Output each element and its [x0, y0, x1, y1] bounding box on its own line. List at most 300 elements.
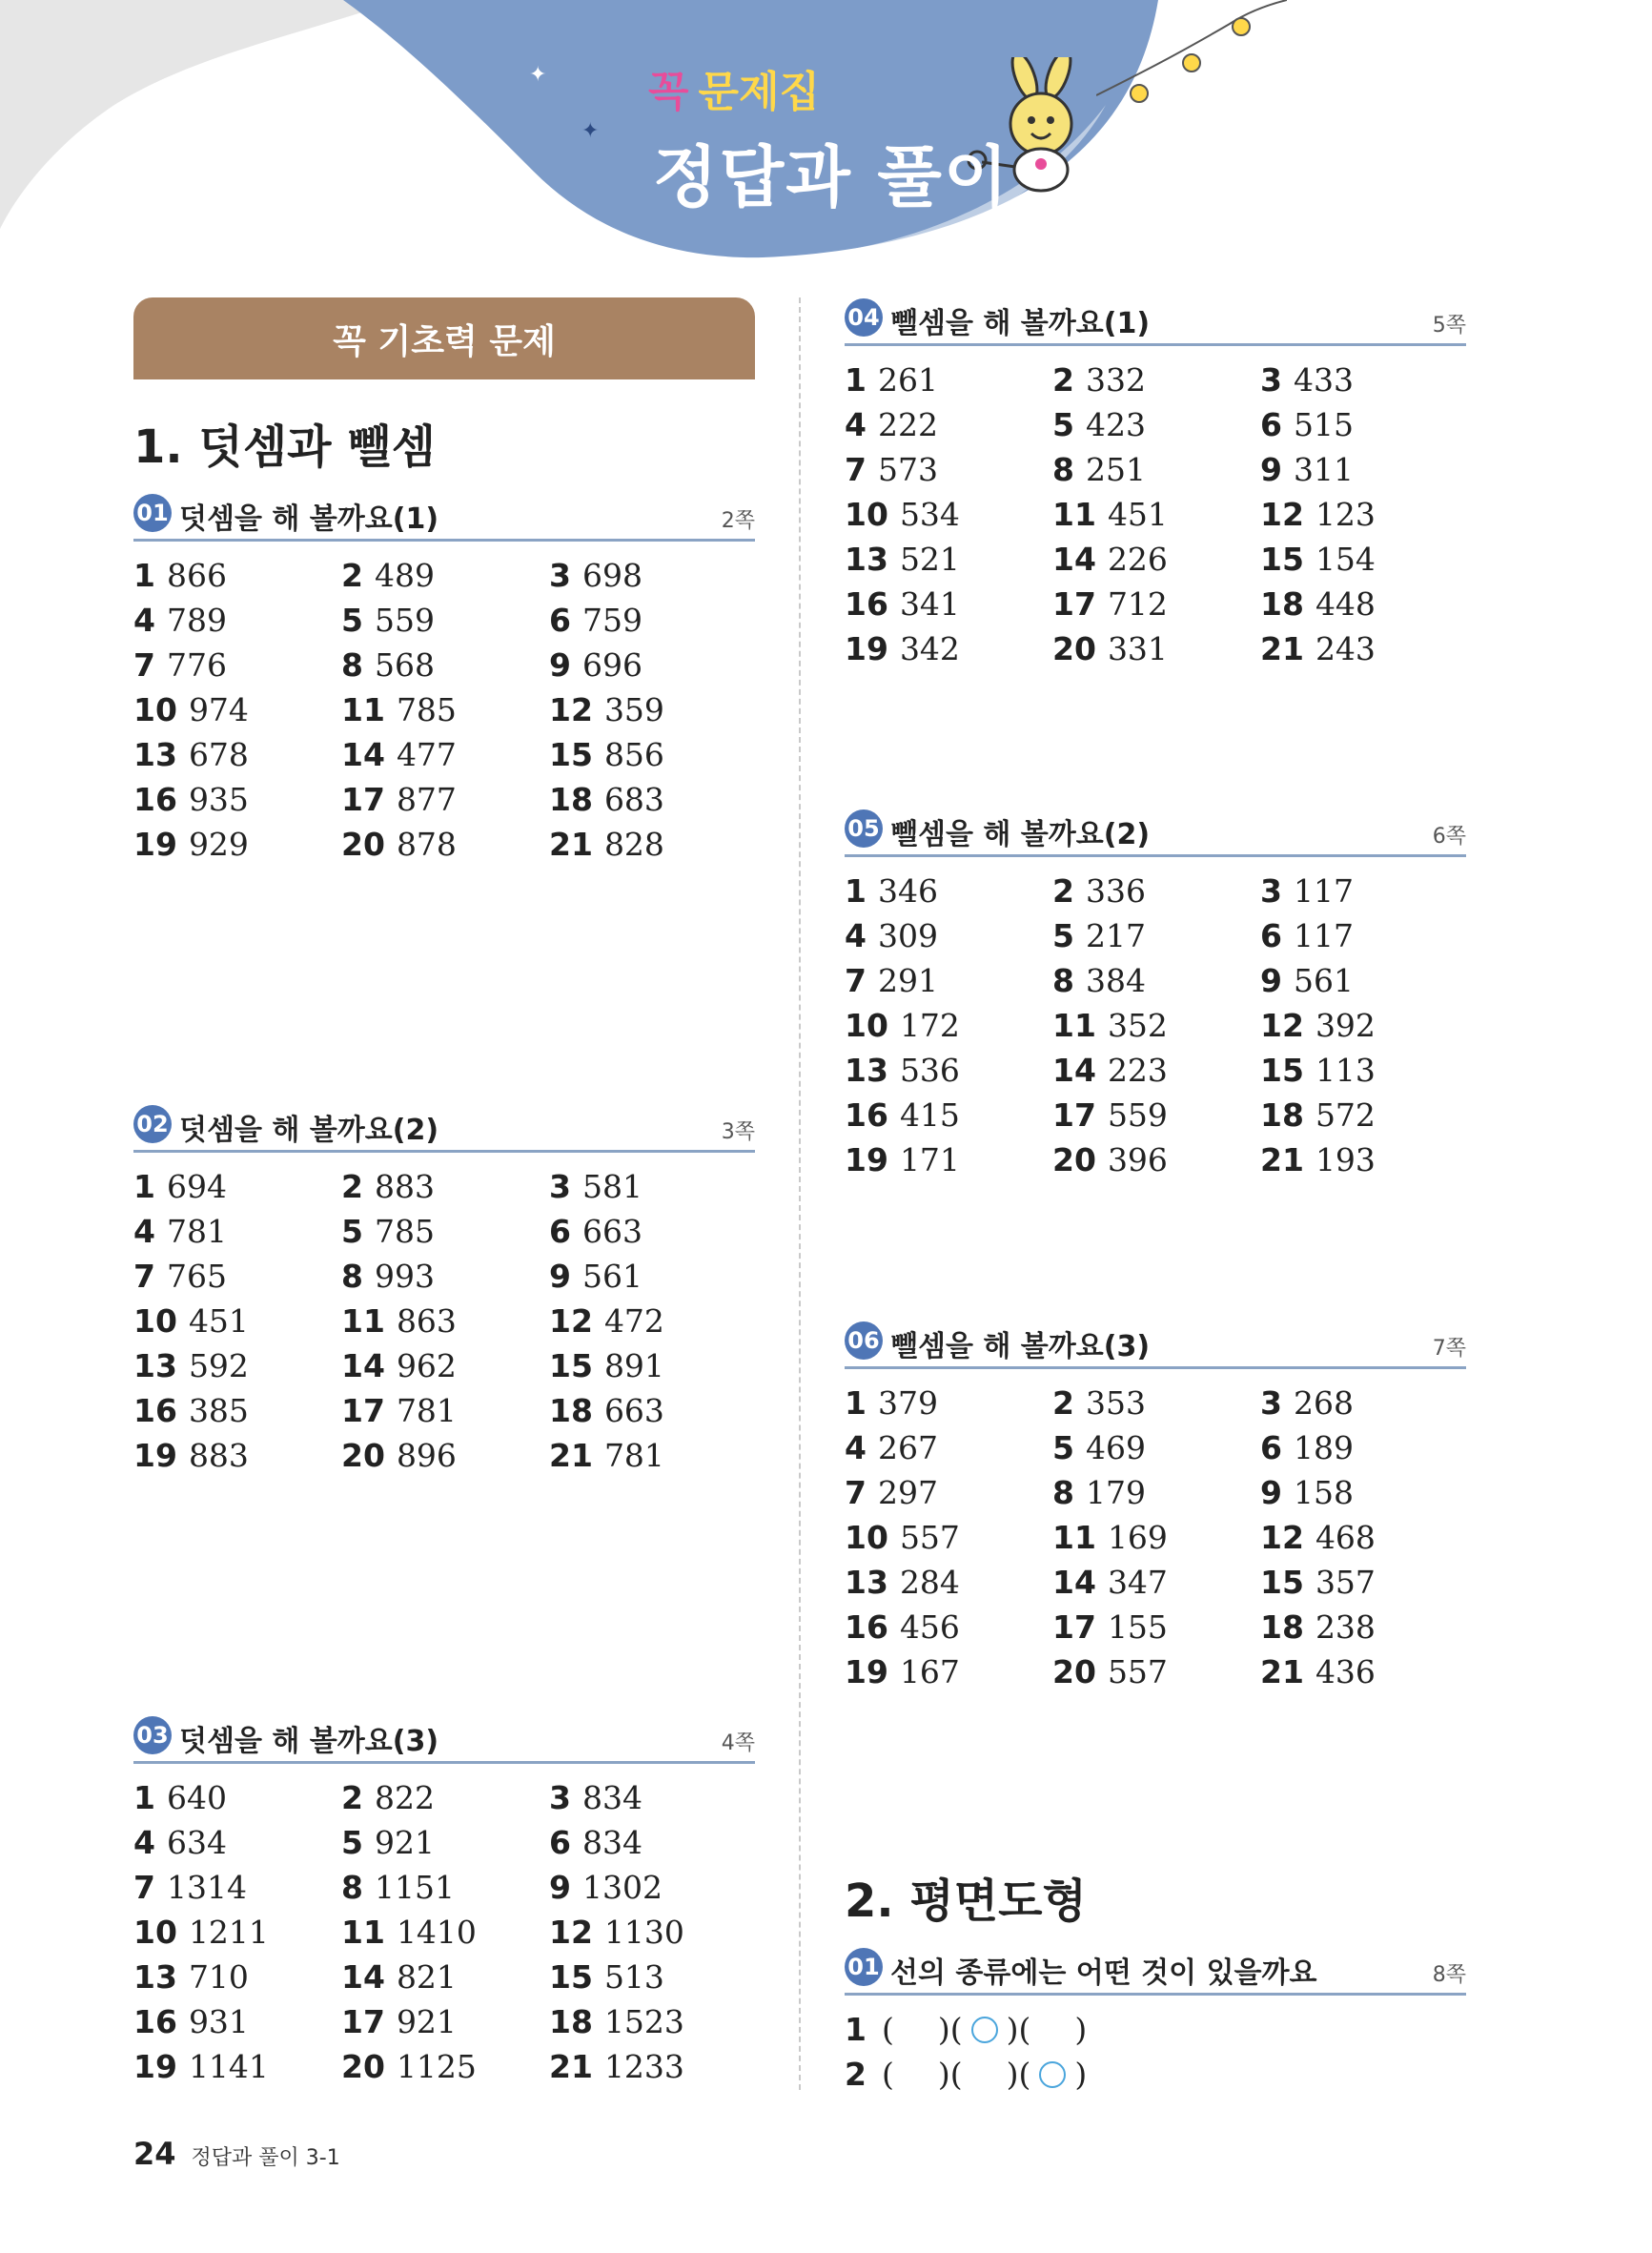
- section-page-ref: 5쪽: [1432, 314, 1466, 338]
- answer-value: 423: [1085, 406, 1146, 443]
- choice-parentheses: ( ): [949, 2056, 1019, 2093]
- answer-item: [845, 537, 1052, 582]
- answer-value: 1211: [188, 1914, 269, 1951]
- answer-value: 155: [1107, 1608, 1168, 1646]
- answer-value: 559: [1107, 1096, 1168, 1134]
- answer-item: [549, 1910, 755, 1955]
- answer-item: [341, 822, 549, 867]
- answer-item: [845, 1381, 1052, 1425]
- question-number: 14: [1052, 1052, 1096, 1089]
- answer-item: [341, 1254, 549, 1299]
- answer-item: [845, 626, 1052, 671]
- question-number: 9: [1260, 962, 1282, 999]
- answer-item: [133, 1343, 341, 1388]
- question-number: 3: [549, 1779, 571, 1816]
- question-number: 8: [341, 1869, 363, 1906]
- answer-value: 921: [374, 1824, 435, 1861]
- answer-value: 776: [166, 646, 227, 684]
- answer-value: 559: [374, 602, 435, 639]
- section-header: [133, 1713, 755, 1764]
- question-number: 2: [1052, 1384, 1074, 1422]
- answer-item: [845, 1605, 1052, 1649]
- question-number: 10: [845, 1007, 888, 1044]
- question-number: 15: [549, 736, 593, 773]
- question-number: 6: [549, 602, 571, 639]
- section-header: [845, 1945, 1466, 1996]
- answer-item: [549, 643, 755, 687]
- answer-item: [1052, 1137, 1260, 1182]
- choice-answer-row: [845, 2052, 1466, 2097]
- answer-item: [341, 1865, 549, 1910]
- question-number: 16: [845, 585, 888, 623]
- answer-item: [549, 1209, 755, 1254]
- answer-item: [1052, 1425, 1260, 1470]
- answer-grid: [845, 1381, 1466, 1694]
- sparkle-icon: ✦: [581, 119, 600, 143]
- answer-item: [1260, 626, 1466, 671]
- answer-value: 561: [581, 1258, 642, 1295]
- answer-value: 456: [899, 1608, 960, 1646]
- question-number: 10: [845, 1519, 888, 1556]
- answer-item: [341, 1299, 549, 1343]
- answer-item: [133, 1164, 341, 1209]
- section-title: 덧셈을 해 볼까요(1): [179, 502, 439, 536]
- answer-item: [133, 732, 341, 777]
- chapter-title: 2. 평면도형: [845, 1874, 1087, 1928]
- answer-value: 513: [603, 1958, 664, 1996]
- answer-item: [1052, 1048, 1260, 1093]
- question-number: 7: [845, 451, 867, 488]
- answer-value: 572: [1315, 1096, 1376, 1134]
- answer-item: [1052, 492, 1260, 537]
- question-number: 10: [133, 1914, 177, 1951]
- answer-item: [133, 1388, 341, 1433]
- answer-item: [341, 1955, 549, 1999]
- answer-item: [133, 1820, 341, 1865]
- answer-value: 696: [581, 646, 642, 684]
- answer-item: [341, 1388, 549, 1433]
- answer-item: [1052, 1515, 1260, 1560]
- answer-value: 896: [396, 1437, 457, 1474]
- answer-section: [845, 296, 1466, 671]
- answer-value: 1130: [603, 1914, 684, 1951]
- answer-value: 451: [188, 1302, 249, 1340]
- question-number: 11: [341, 1914, 385, 1951]
- question-number: 19: [133, 826, 177, 863]
- question-number: 1: [845, 1384, 867, 1422]
- answer-item: [549, 598, 755, 643]
- question-number: 2: [341, 557, 363, 594]
- answer-section: [133, 1102, 755, 1478]
- answer-item: [133, 1299, 341, 1343]
- answer-value: 694: [166, 1168, 227, 1205]
- answer-item: [845, 1649, 1052, 1694]
- question-number: 8: [1052, 451, 1074, 488]
- answer-value: 557: [899, 1519, 960, 1556]
- answer-value: 352: [1107, 1007, 1168, 1044]
- answer-value: 929: [188, 826, 249, 863]
- answer-value: 171: [899, 1141, 960, 1178]
- question-number: 16: [133, 2003, 177, 2040]
- page-footer: [133, 2136, 340, 2172]
- answer-item: [133, 777, 341, 822]
- answer-value: 169: [1107, 1519, 1168, 1556]
- answer-value: 765: [166, 1258, 227, 1295]
- answer-item: [845, 582, 1052, 626]
- question-number: 1: [133, 1779, 155, 1816]
- answer-item: [341, 598, 549, 643]
- answer-item: [1260, 1649, 1466, 1694]
- question-number: 1: [845, 361, 867, 399]
- answer-value: 489: [374, 557, 435, 594]
- question-number: 5: [341, 1213, 363, 1250]
- answer-value: 172: [899, 1007, 960, 1044]
- answer-value: 1302: [581, 1869, 663, 1906]
- question-number: 16: [133, 781, 177, 818]
- section-title: 선의 종류에는 어떤 것이 있을까요: [890, 1956, 1317, 1990]
- question-number: 18: [1260, 585, 1304, 623]
- question-number: 11: [341, 691, 385, 728]
- answer-item: [133, 1999, 341, 2044]
- answer-item: [133, 1910, 341, 1955]
- question-number: 20: [1052, 1141, 1096, 1178]
- answer-value: 878: [396, 826, 457, 863]
- question-number: 12: [1260, 496, 1304, 533]
- question-number: 7: [133, 646, 155, 684]
- question-number: 13: [845, 1564, 888, 1601]
- section-page-ref: 3쪽: [721, 1120, 755, 1144]
- answer-value: 336: [1085, 872, 1146, 910]
- question-number: 6: [1260, 406, 1282, 443]
- answer-item: [341, 687, 549, 732]
- answer-value: 568: [374, 646, 435, 684]
- answer-item: [549, 1254, 755, 1299]
- string-lights-decoration: [1096, 0, 1287, 114]
- question-number: 4: [133, 1213, 155, 1250]
- brand-subtitle: 문제집: [698, 68, 821, 116]
- answer-item: [133, 643, 341, 687]
- answer-item: [1052, 402, 1260, 447]
- answer-item: [1260, 492, 1466, 537]
- choice-parentheses: ( ): [1018, 2056, 1088, 2093]
- answer-item: [549, 1955, 755, 1999]
- question-number: 14: [341, 1958, 385, 1996]
- answer-item: [1260, 1381, 1466, 1425]
- answer-value: 468: [1315, 1519, 1376, 1556]
- banner-label: 꼭 기초력 문제: [333, 321, 556, 361]
- answer-value: 223: [1107, 1052, 1168, 1089]
- question-number: 19: [133, 2048, 177, 2085]
- question-number: 3: [1260, 1384, 1282, 1422]
- answer-value: 821: [396, 1958, 457, 1996]
- answer-item: [341, 2044, 549, 2089]
- question-number: 13: [133, 1347, 177, 1384]
- answer-item: [549, 687, 755, 732]
- answer-value: 251: [1085, 451, 1146, 488]
- answer-item: [845, 1003, 1052, 1048]
- question-number: 21: [1260, 1653, 1304, 1690]
- question-number: 3: [1260, 361, 1282, 399]
- answer-item: [845, 1093, 1052, 1137]
- question-number: 21: [549, 1437, 593, 1474]
- answer-value: 331: [1107, 630, 1168, 667]
- answer-item: [1052, 913, 1260, 958]
- answer-item: [341, 1343, 549, 1388]
- answer-item: [1052, 1605, 1260, 1649]
- question-number: 6: [1260, 1429, 1282, 1466]
- answer-value: 415: [899, 1096, 960, 1134]
- question-number: 8: [341, 646, 363, 684]
- answer-value: 856: [603, 736, 664, 773]
- choice-answer-row: [845, 2007, 1466, 2052]
- answer-value: 341: [899, 585, 960, 623]
- answer-value: 117: [1293, 917, 1354, 954]
- question-number: 3: [549, 557, 571, 594]
- answer-value: 113: [1315, 1052, 1376, 1089]
- answer-value: 962: [396, 1347, 457, 1384]
- answer-value: 789: [166, 602, 227, 639]
- answer-item: [1260, 1093, 1466, 1137]
- section-header: [845, 1319, 1466, 1369]
- answer-item: [133, 2044, 341, 2089]
- answer-section: [845, 807, 1466, 1182]
- answer-value: 534: [899, 496, 960, 533]
- question-number: 9: [549, 1869, 571, 1906]
- answer-value: 781: [166, 1213, 227, 1250]
- answer-section: [845, 1319, 1466, 1694]
- question-number: 2: [1052, 872, 1074, 910]
- answer-value: 1314: [166, 1869, 247, 1906]
- answer-item: [1052, 1093, 1260, 1137]
- question-number: 19: [845, 1653, 888, 1690]
- answer-item: [1052, 447, 1260, 492]
- answer-value: 357: [1315, 1564, 1376, 1601]
- question-number: 2: [341, 1779, 363, 1816]
- answer-value: 1125: [396, 2048, 477, 2085]
- question-number: 15: [1260, 541, 1304, 578]
- question-number: 1: [845, 872, 867, 910]
- question-number: 6: [549, 1213, 571, 1250]
- answer-value: 592: [188, 1347, 249, 1384]
- answer-item: [341, 1910, 549, 1955]
- answer-value: 785: [374, 1213, 435, 1250]
- answer-value: 931: [188, 2003, 249, 2040]
- answer-item: [549, 2044, 755, 2089]
- answer-item: [133, 822, 341, 867]
- section-number-badge: 01: [133, 494, 172, 532]
- question-number: 11: [341, 1302, 385, 1340]
- circle-mark-icon: [1039, 2061, 1066, 2088]
- choice-parentheses: ( ): [881, 2056, 950, 2093]
- answer-value: 332: [1085, 361, 1146, 399]
- question-number: 11: [1052, 1007, 1096, 1044]
- answer-value: 974: [188, 691, 249, 728]
- answer-item: [845, 869, 1052, 913]
- question-number: 16: [845, 1096, 888, 1134]
- answer-item: [845, 1515, 1052, 1560]
- answer-item: [1260, 582, 1466, 626]
- choice-parentheses: ( ): [881, 2011, 950, 2048]
- answer-item: [133, 1775, 341, 1820]
- answer-item: [845, 1470, 1052, 1515]
- answer-value: 451: [1107, 496, 1168, 533]
- answer-item: [1260, 358, 1466, 402]
- question-number: 20: [1052, 1653, 1096, 1690]
- answer-value: 883: [188, 1437, 249, 1474]
- question-number: 5: [341, 602, 363, 639]
- answer-value: 1410: [396, 1914, 477, 1951]
- question-number: 10: [133, 1302, 177, 1340]
- question-number: 12: [1260, 1007, 1304, 1044]
- question-number: 18: [1260, 1608, 1304, 1646]
- answer-value: 472: [603, 1302, 664, 1340]
- question-number: 4: [133, 1824, 155, 1861]
- choice-parentheses: ( ): [949, 2011, 1019, 2048]
- answer-value: 883: [374, 1168, 435, 1205]
- answer-item: [133, 1955, 341, 1999]
- answer-value: 785: [396, 691, 457, 728]
- section-page-ref: 7쪽: [1432, 1337, 1466, 1361]
- question-number: 21: [549, 2048, 593, 2085]
- answer-item: [549, 1388, 755, 1433]
- question-number: 14: [341, 736, 385, 773]
- question-number: 5: [341, 1824, 363, 1861]
- answer-value: 346: [877, 872, 938, 910]
- answer-value: 284: [899, 1564, 960, 1601]
- answer-item: [133, 598, 341, 643]
- answer-value: 353: [1085, 1384, 1146, 1422]
- answer-value: 309: [877, 917, 938, 954]
- answer-item: [1260, 1003, 1466, 1048]
- answer-value: 877: [396, 781, 457, 818]
- question-number: 6: [549, 1824, 571, 1861]
- section-number-badge: 06: [845, 1321, 883, 1360]
- answer-value: 1141: [188, 2048, 269, 2085]
- answer-grid: [845, 358, 1466, 671]
- answer-grid: [133, 553, 755, 867]
- question-number: 17: [341, 2003, 385, 2040]
- answer-value: 698: [581, 557, 642, 594]
- answer-item: [133, 1433, 341, 1478]
- answer-item: [845, 358, 1052, 402]
- answer-item: [845, 492, 1052, 537]
- answer-item: [1052, 358, 1260, 402]
- footer-label: 정답과 풀이 3-1: [191, 2146, 340, 2170]
- answer-value: 935: [188, 781, 249, 818]
- answer-item: [549, 1164, 755, 1209]
- answer-item: [549, 1820, 755, 1865]
- answer-value: 536: [899, 1052, 960, 1089]
- answer-value: 863: [396, 1302, 457, 1340]
- brand-kkok: 꼭: [648, 68, 689, 116]
- question-number: 20: [341, 826, 385, 863]
- question-number: 15: [1260, 1052, 1304, 1089]
- answer-value: 469: [1085, 1429, 1146, 1466]
- section-banner: [133, 297, 755, 379]
- answer-item: [341, 1999, 549, 2044]
- question-number: 13: [845, 1052, 888, 1089]
- answer-value: 1151: [374, 1869, 455, 1906]
- answer-value: 436: [1315, 1653, 1376, 1690]
- chapter-title: 1. 덧셈과 뺄셈: [133, 420, 436, 474]
- question-number: 14: [1052, 1564, 1096, 1601]
- section-number-badge: 02: [133, 1105, 172, 1143]
- question-number: 8: [1052, 1474, 1074, 1511]
- question-number: 7: [845, 962, 867, 999]
- answer-item: [133, 1254, 341, 1299]
- answer-item: [1260, 913, 1466, 958]
- answer-item: [549, 777, 755, 822]
- answer-item: [133, 687, 341, 732]
- question-number: 19: [845, 1141, 888, 1178]
- answer-value: 834: [581, 1824, 642, 1861]
- question-number: 1: [133, 1168, 155, 1205]
- answer-item: [845, 1425, 1052, 1470]
- question-number: 5: [1052, 1429, 1074, 1466]
- question-number: 15: [1260, 1564, 1304, 1601]
- answer-item: [341, 1433, 549, 1478]
- answer-item: [1260, 1425, 1466, 1470]
- answer-item: [341, 1209, 549, 1254]
- question-number: 7: [133, 1258, 155, 1295]
- question-number: 8: [341, 1258, 363, 1295]
- answer-value: 573: [877, 451, 938, 488]
- question-number: 17: [341, 781, 385, 818]
- answer-item: [1052, 958, 1260, 1003]
- question-number: 21: [1260, 630, 1304, 667]
- answer-item: [1052, 626, 1260, 671]
- question-number: 13: [133, 736, 177, 773]
- answer-value: 379: [877, 1384, 938, 1422]
- answer-value: 663: [603, 1392, 664, 1429]
- section-title: 뺄셈을 해 볼까요(3): [890, 1330, 1151, 1363]
- answer-item: [1260, 537, 1466, 582]
- answer-item: [1052, 1470, 1260, 1515]
- answer-item: [1260, 1560, 1466, 1605]
- answer-value: 226: [1107, 541, 1168, 578]
- answer-value: 640: [166, 1779, 227, 1816]
- section-title: 덧셈을 해 볼까요(3): [179, 1725, 439, 1758]
- answer-item: [845, 913, 1052, 958]
- answer-item: [549, 1299, 755, 1343]
- answer-item: [1052, 1560, 1260, 1605]
- answer-grid: [133, 1775, 755, 2089]
- section-header: [845, 807, 1466, 857]
- question-number: 12: [549, 1302, 593, 1340]
- answer-item: [1052, 582, 1260, 626]
- answer-section: [133, 1713, 755, 2089]
- answer-item: [1260, 869, 1466, 913]
- answer-value: 297: [877, 1474, 938, 1511]
- answer-item: [1052, 1381, 1260, 1425]
- answer-value: 683: [603, 781, 664, 818]
- answer-value: 891: [603, 1347, 664, 1384]
- section-number-badge: 03: [133, 1716, 172, 1754]
- question-number: 18: [549, 1392, 593, 1429]
- answer-grid: [845, 869, 1466, 1182]
- question-number: 14: [341, 1347, 385, 1384]
- answer-value: 158: [1293, 1474, 1354, 1511]
- question-number: 13: [133, 1958, 177, 1996]
- answer-item: [1052, 1003, 1260, 1048]
- question-number: 12: [1260, 1519, 1304, 1556]
- section-page-ref: 2쪽: [721, 509, 755, 533]
- column-divider: [799, 297, 801, 2090]
- answer-item: [341, 1164, 549, 1209]
- section-header: [845, 296, 1466, 346]
- question-number: 18: [1260, 1096, 1304, 1134]
- question-number: 12: [549, 691, 593, 728]
